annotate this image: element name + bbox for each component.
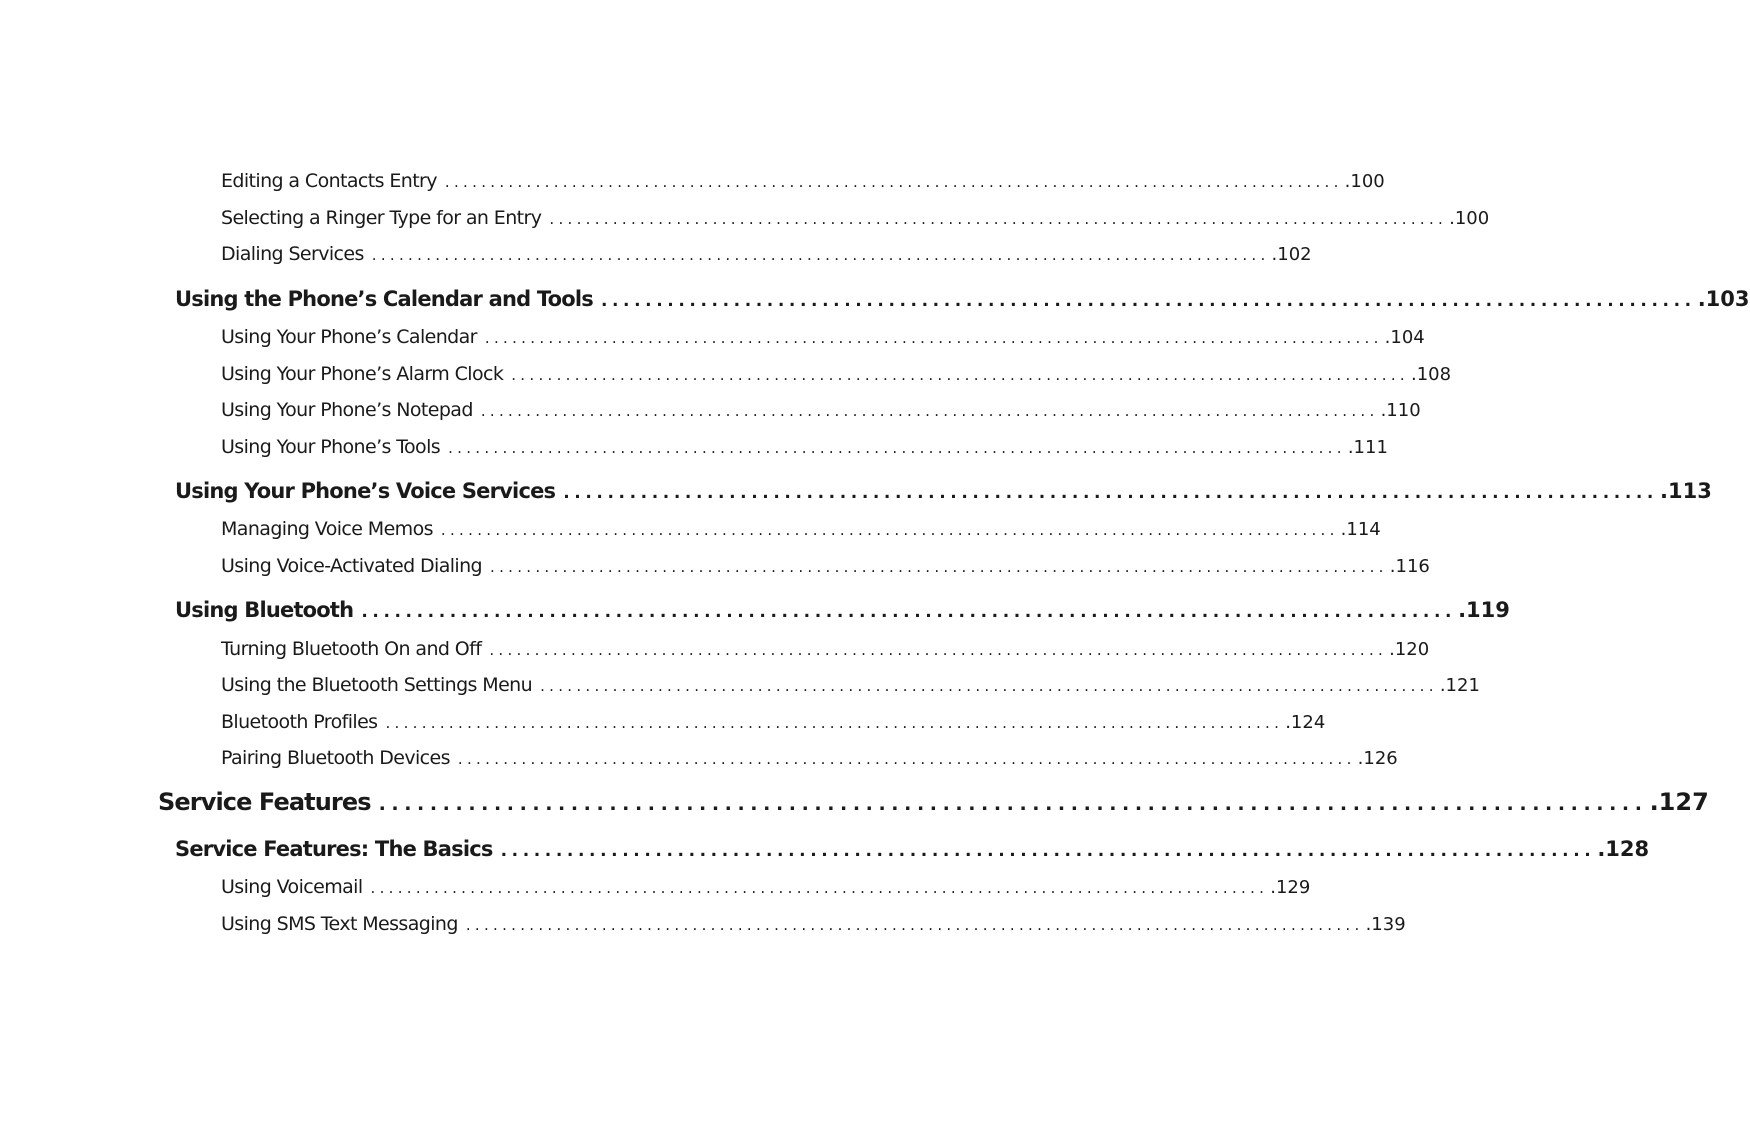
toc-entry-title: Turning Bluetooth On and Off (221, 638, 482, 660)
toc-entry-title: Using Your Phone’s Calendar (221, 326, 477, 348)
toc-entry-page: .116 (1389, 556, 1430, 577)
dot-leader: ................................................................................................... (484, 329, 1383, 347)
dot-leader: ................................................................................................... (480, 402, 1379, 420)
toc-entry-page: .108 (1410, 364, 1452, 385)
dot-leader: ................................................................................................... (465, 916, 1364, 934)
dot-leader: ................................................................................................... (444, 173, 1343, 191)
toc-section-title: Service Features: The Basics (175, 837, 493, 861)
toc-section-title: Using Bluetooth (175, 598, 354, 622)
dot-leader: ................................................................................................... (371, 246, 1270, 264)
toc-entry (221, 674, 1480, 696)
dot-leader: ................................................................................................... (385, 714, 1284, 732)
toc-entry-title: Dialing Services (221, 243, 364, 265)
toc-entry-title: Bluetooth Profiles (221, 711, 378, 733)
toc-entry (221, 913, 1406, 935)
toc-entry-title: Using Your Phone’s Tools (221, 436, 441, 458)
toc-section-page: .103 (1697, 287, 1750, 311)
dot-leader: ................................................................................................... (489, 641, 1388, 659)
toc-section (175, 837, 1650, 861)
toc-entry-page: .100 (1449, 208, 1490, 229)
dot-leader: ................................................................................................... (600, 291, 1696, 311)
dot-leader: ................................................................................................... (490, 558, 1388, 576)
toc-entry-page: .126 (1357, 748, 1398, 769)
toc-entry-page: .139 (1365, 914, 1406, 935)
toc-entry-page: .124 (1285, 712, 1326, 733)
toc-section (175, 479, 1712, 503)
toc-entry-page: .129 (1270, 877, 1311, 898)
toc-entry-title: Selecting a Ringer Type for an Entry (221, 207, 542, 229)
dot-leader: ................................................................................................... (500, 841, 1596, 861)
toc-entry-title: Editing a Contacts Entry (221, 170, 437, 192)
dot-leader: ................................................................................................... (457, 750, 1356, 768)
dot-leader: ................................................................................................... (440, 521, 1339, 539)
toc-entry-page: .104 (1384, 327, 1425, 348)
toc-entry-page: .120 (1389, 639, 1430, 660)
toc-entry-page: .121 (1439, 675, 1480, 696)
toc-entry-page: .102 (1271, 244, 1312, 265)
toc-entry (221, 436, 1388, 458)
dot-leader: ................................................................................................... (549, 210, 1448, 228)
toc-entry-title: Using Your Phone’s Alarm Clock (221, 363, 504, 385)
toc-chapter-page: .127 (1649, 788, 1709, 816)
toc-entry (221, 747, 1398, 769)
dot-leader: ................................................................................................... (540, 677, 1438, 695)
dot-leader: ................................................................................................... (361, 602, 1457, 622)
toc-section-page: .113 (1660, 479, 1712, 503)
toc-entry (221, 638, 1430, 660)
dot-leader: ................................................................................................... (511, 366, 1409, 384)
toc-entry (221, 207, 1490, 229)
toc-section-title: Using the Phone’s Calendar and Tools (175, 287, 593, 311)
toc-entry-title: Pairing Bluetooth Devices (221, 747, 450, 769)
toc-section (175, 287, 1750, 311)
toc-entry (221, 876, 1311, 898)
toc-entry-title: Using SMS Text Messaging (221, 913, 458, 935)
toc-entry (221, 170, 1385, 192)
toc-section-page: .128 (1597, 837, 1650, 861)
toc-entry (221, 555, 1430, 577)
toc-entry (221, 363, 1452, 385)
toc-entry (221, 326, 1425, 348)
toc-entry-page: .114 (1340, 519, 1381, 540)
dot-leader: ................................................................................................... (378, 793, 1648, 815)
toc-section (175, 598, 1510, 622)
dot-leader: ................................................................................................... (370, 879, 1269, 897)
toc-entry-title: Using Voice-Activated Dialing (221, 555, 483, 577)
toc-section-title: Using Your Phone’s Voice Services (175, 479, 556, 503)
toc-section-page: .119 (1458, 598, 1510, 622)
toc-entry-title: Using the Bluetooth Settings Menu (221, 674, 533, 696)
toc-entry-title: Using Voicemail (221, 876, 363, 898)
toc-entry-title: Managing Voice Memos (221, 518, 433, 540)
toc-entry-page: .110 (1380, 400, 1421, 421)
toc-chapter-title: Service Features (158, 788, 371, 816)
toc-entry (221, 711, 1326, 733)
dot-leader: ................................................................................................... (563, 483, 1658, 503)
toc-chapter (158, 788, 1709, 816)
toc-entry (221, 518, 1381, 540)
toc-entry (221, 399, 1421, 421)
dot-leader: ................................................................................................... (448, 439, 1346, 457)
toc-entry-title: Using Your Phone’s Notepad (221, 399, 473, 421)
toc-entry-page: .100 (1344, 171, 1385, 192)
toc-entry (221, 243, 1312, 265)
toc-entry-page: .111 (1347, 437, 1388, 458)
